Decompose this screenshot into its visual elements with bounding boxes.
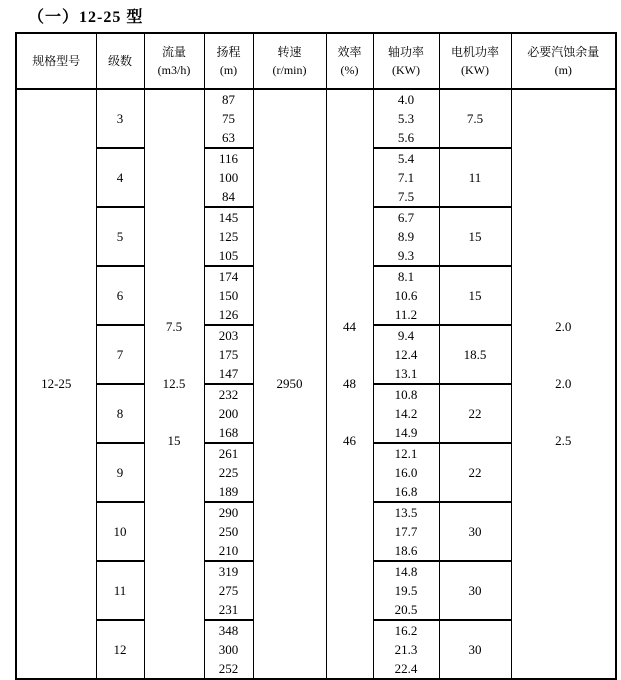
header-row (16, 33, 616, 89)
motor-power-cell: 15 (439, 207, 511, 266)
head-cell: 203 175 147 (204, 325, 253, 384)
shaft-power-cell: 4.0 5.3 5.6 (373, 89, 439, 148)
motor-power-cell: 15 (439, 266, 511, 325)
shaft-power-cell: 14.8 19.5 20.5 (373, 561, 439, 620)
table-row (16, 89, 616, 148)
stages-cell: 3 (96, 89, 144, 148)
motor-power-cell: 18.5 (439, 325, 511, 384)
col-header-stages: 级数 (96, 33, 144, 89)
flow-cell (144, 89, 204, 679)
model-cell: 12-25 (16, 89, 96, 679)
motor-power-cell: 7.5 (439, 89, 511, 148)
stages-cell: 6 (96, 266, 144, 325)
shaft-power-cell: 9.4 12.4 13.1 (373, 325, 439, 384)
stages-cell: 10 (96, 502, 144, 561)
motor-power-cell: 22 (439, 443, 511, 502)
flow-values: 7.5 12.5 15 (162, 319, 186, 448)
shaft-power-cell: 12.1 16.0 16.8 (373, 443, 439, 502)
stages-cell: 7 (96, 325, 144, 384)
motor-power-cell: 30 (439, 561, 511, 620)
stages-cell: 4 (96, 148, 144, 207)
col-header-motor-power: 电机功率 (KW) (439, 33, 511, 89)
head-cell: 174 150 126 (204, 266, 253, 325)
col-header-model: 规格型号 (16, 33, 96, 89)
motor-power-cell: 30 (439, 502, 511, 561)
col-header-npsh: 必要汽蚀余量 (m) (511, 33, 616, 89)
shaft-power-cell: 13.5 17.7 18.6 (373, 502, 439, 561)
stages-cell: 8 (96, 384, 144, 443)
col-header-speed: 转速 (r/min) (253, 33, 326, 89)
pump-spec-table (15, 32, 617, 680)
page-title: （一）12-25 型 (28, 9, 144, 26)
stages-cell: 12 (96, 620, 144, 679)
col-header-flow: 流量 (m3/h) (144, 33, 204, 89)
head-cell: 290 250 210 (204, 502, 253, 561)
head-cell: 261 225 189 (204, 443, 253, 502)
head-cell: 145 125 105 (204, 207, 253, 266)
speed-cell: 2950 (253, 89, 326, 679)
stages-cell: 9 (96, 443, 144, 502)
head-cell: 348 300 252 (204, 620, 253, 679)
col-header-shaft-power: 轴功率 (KW) (373, 33, 439, 89)
stages-cell: 5 (96, 207, 144, 266)
shaft-power-cell: 16.2 21.3 22.4 (373, 620, 439, 679)
motor-power-cell: 11 (439, 148, 511, 207)
shaft-power-cell: 5.4 7.1 7.5 (373, 148, 439, 207)
col-header-head: 扬程 (m) (204, 33, 253, 89)
npsh-cell (511, 89, 616, 679)
head-cell: 116 100 84 (204, 148, 253, 207)
motor-power-cell: 22 (439, 384, 511, 443)
head-cell: 232 200 168 (204, 384, 253, 443)
motor-power-cell: 30 (439, 620, 511, 679)
stages-cell: 11 (96, 561, 144, 620)
shaft-power-cell: 6.7 8.9 9.3 (373, 207, 439, 266)
efficiency-cell (326, 89, 373, 679)
efficiency-values: 44 48 46 (343, 319, 356, 448)
shaft-power-cell: 10.8 14.2 14.9 (373, 384, 439, 443)
head-cell: 87 75 63 (204, 89, 253, 148)
head-cell: 319 275 231 (204, 561, 253, 620)
npsh-values: 2.0 2.0 2.5 (555, 319, 572, 448)
col-header-efficiency: 效率 (%) (326, 33, 373, 89)
shaft-power-cell: 8.1 10.6 11.2 (373, 266, 439, 325)
